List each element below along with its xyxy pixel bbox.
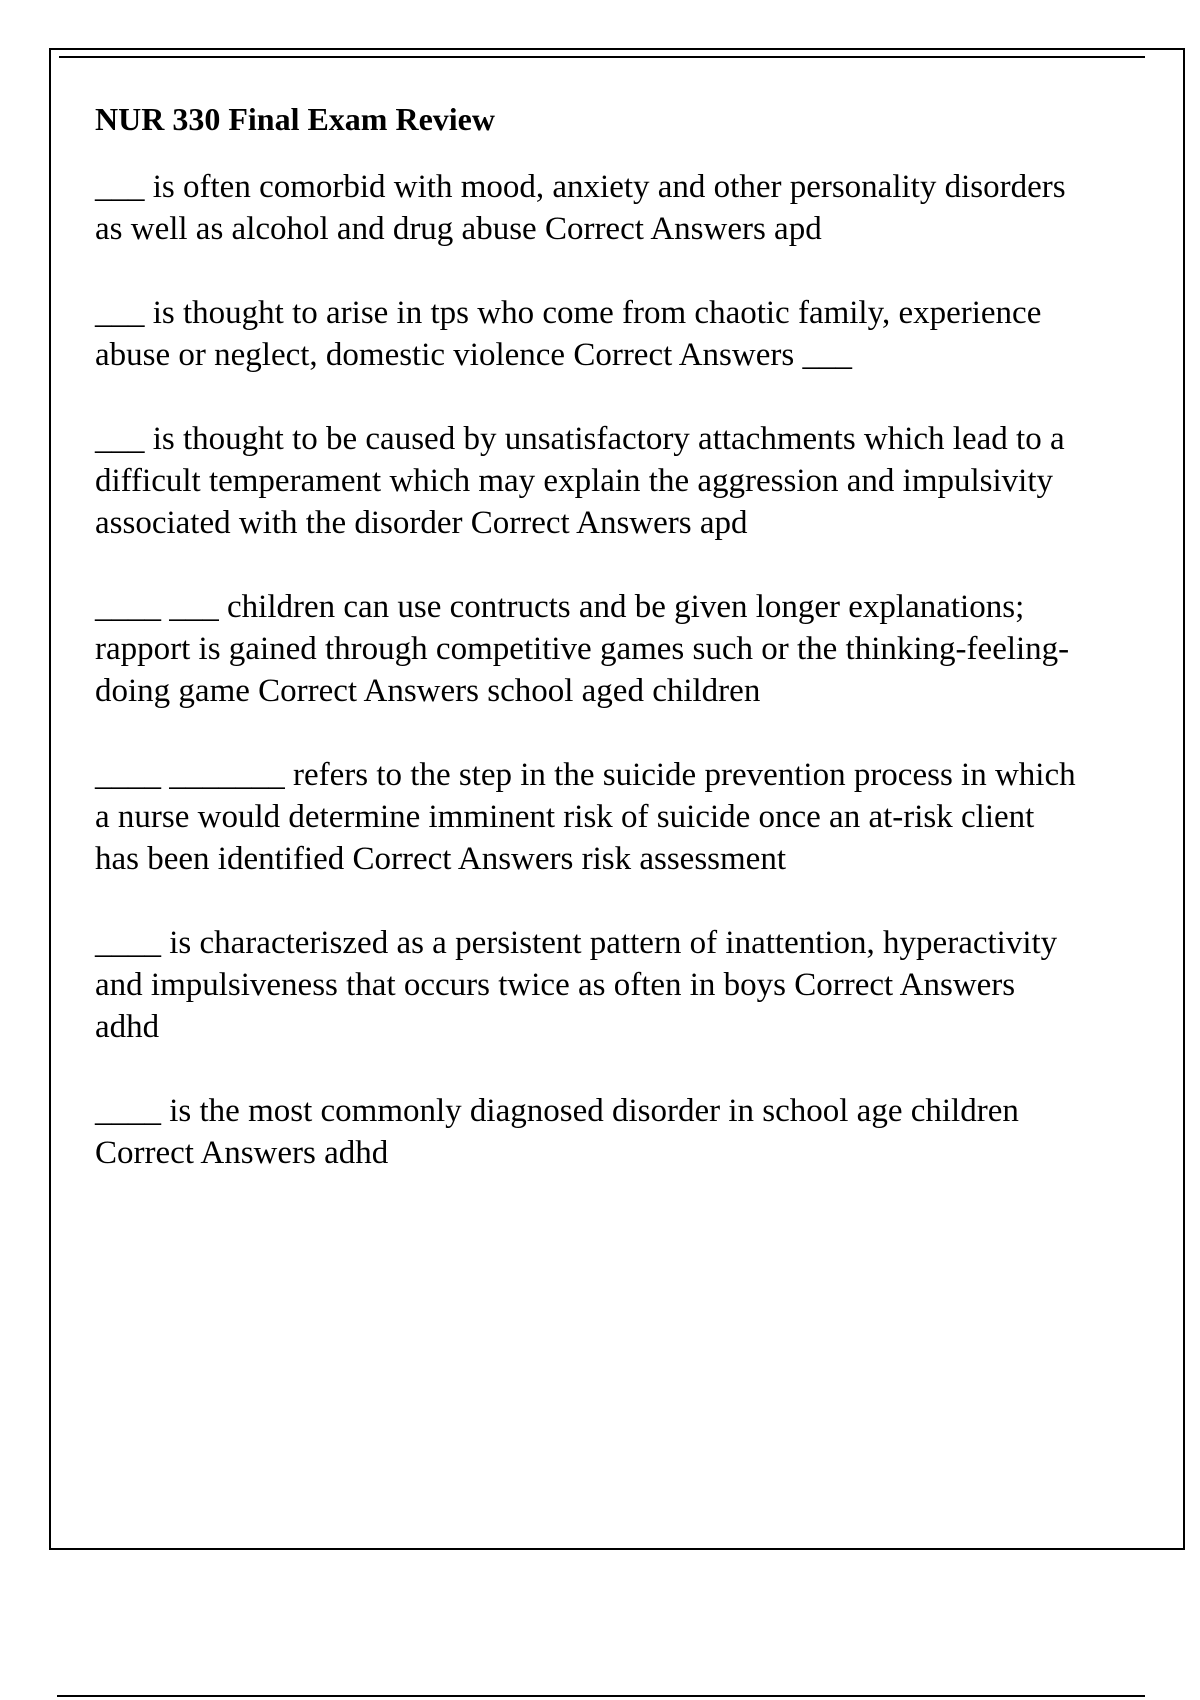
qa-item: ___ is thought to arise in tps who come from chaotic family, experience abuse or neglect, domestic violence Correct Answers ___ bbox=[95, 295, 1042, 373]
document-title: NUR 330 Final Exam Review bbox=[95, 101, 495, 137]
qa-item: ____ is characteriszed as a persistent pattern of inattention, hyperactivity and impulsiveness that occurs twice as often in boys Correct Answers adhd bbox=[95, 925, 1058, 1045]
document-body bbox=[95, 98, 1085, 1216]
qa-item: ____ _______ refers to the step in the suicide prevention process in which a nurse would determine imminent risk of suicide once an at-risk client has been identified Correct Answers risk assessment bbox=[95, 757, 1076, 877]
qa-item: ____ is the most commonly diagnosed disorder in school age children Correct Answers adhd bbox=[95, 1093, 1019, 1171]
top-rule bbox=[59, 56, 1145, 58]
qa-item: ___ is thought to be caused by unsatisfactory attachments which lead to a difficult temperament which may explain the aggression and impulsivity associated with the disorder Correct Answers apd bbox=[95, 421, 1065, 541]
qa-item: ___ is often comorbid with mood, anxiety and other personality disorders as well as alcohol and drug abuse Correct Answers apd bbox=[95, 169, 1066, 247]
qa-item: ____ ___ children can use contructs and be given longer explanations; rapport is gained through competitive games such or the thinking-feeling-doing game Correct Answers school aged children bbox=[95, 589, 1070, 709]
bottom-rule bbox=[57, 1695, 1145, 1697]
